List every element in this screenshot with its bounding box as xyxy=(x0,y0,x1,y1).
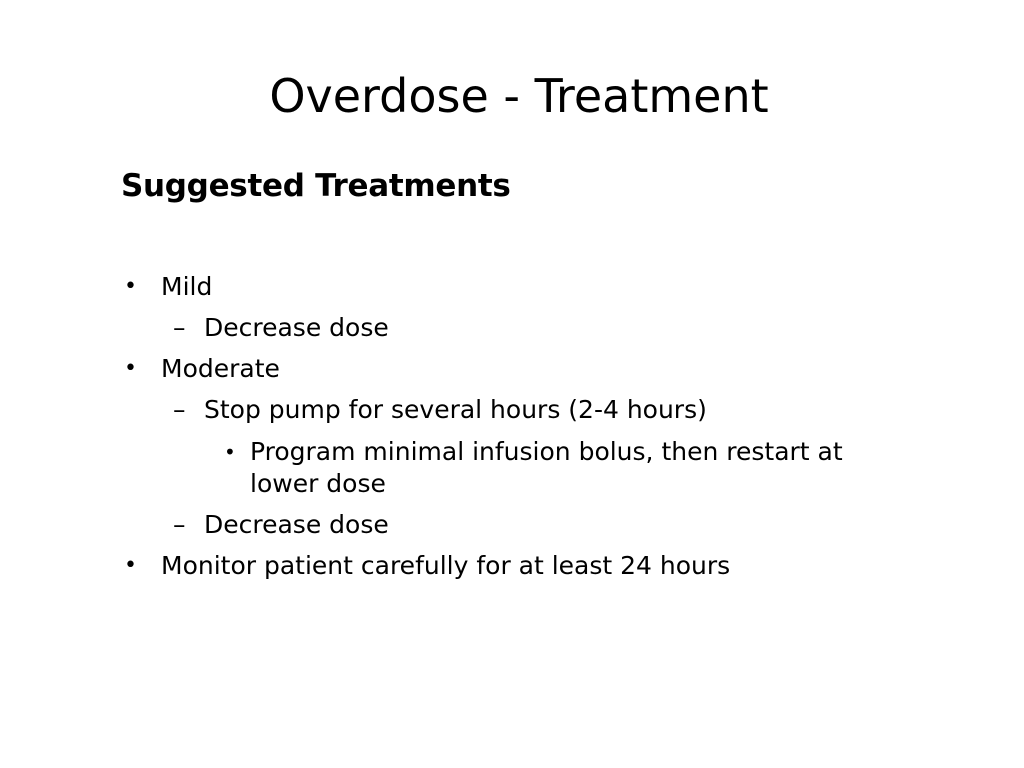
bullet-dot-icon: • xyxy=(124,356,137,381)
bullet-dot-icon: • xyxy=(124,553,137,578)
list-item-text-continuation: lower dose xyxy=(250,469,386,498)
slide-subtitle: Suggested Treatments xyxy=(121,168,511,204)
list-item-text: Mild xyxy=(161,272,213,301)
list-item-text: Stop pump for several hours (2-4 hours) xyxy=(204,395,707,424)
list-item-text: Program minimal infusion bolus, then restart at xyxy=(250,437,843,466)
slide-title: Overdose - Treatment xyxy=(269,69,769,123)
list-item-text: Monitor patient carefully for at least 24 hours xyxy=(161,551,731,580)
bullet-dash-icon: – xyxy=(173,510,186,539)
bullet-dot-icon: • xyxy=(224,440,236,464)
bullet-dash-icon: – xyxy=(173,395,186,424)
list-item-text: Moderate xyxy=(161,354,280,383)
bullet-dot-icon: • xyxy=(124,274,137,299)
bullet-dash-icon: – xyxy=(173,313,186,342)
list-item-text: Decrease dose xyxy=(204,313,389,342)
list-item-text: Decrease dose xyxy=(204,510,389,539)
